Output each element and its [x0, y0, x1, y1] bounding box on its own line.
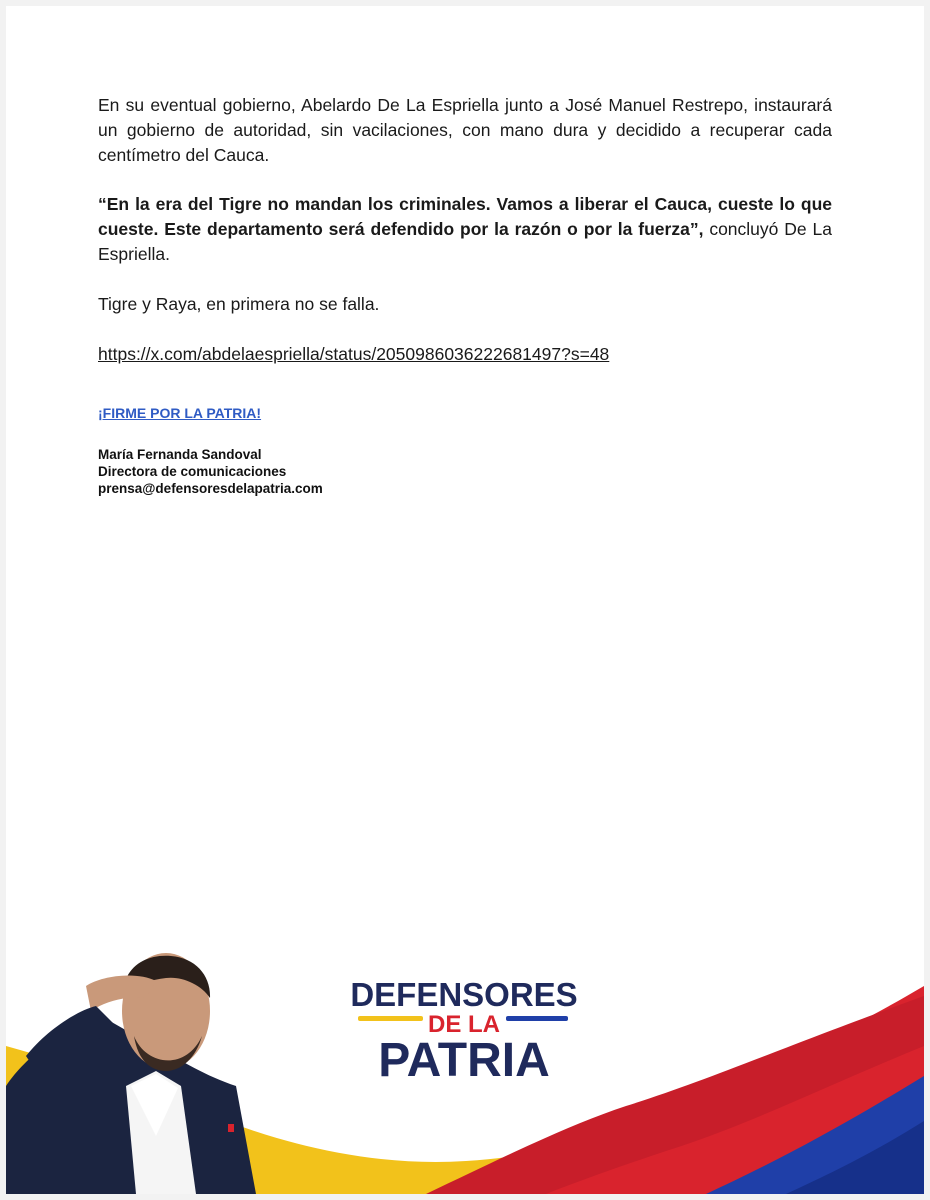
quote-bold-text: “En la era del Tigre no mandan los criminales. Vamos a liberar el Cauca, cueste lo que cueste. Este departamento será defendido por la razón o por la fuerza”, — [98, 194, 832, 239]
logo-line-3: PATRIA — [378, 1034, 550, 1087]
saluting-figure-image — [6, 953, 256, 1194]
status-link[interactable]: https://x.com/abdelaespriella/status/2050986036222681497?s=48 — [98, 344, 610, 364]
logo-blue-stripe — [506, 1016, 568, 1021]
signature-name: María Fernanda Sandoval — [98, 447, 262, 462]
signature-title: Directora de comunicaciones — [98, 464, 287, 479]
signature-email: prensa@defensoresdelapatria.com — [98, 481, 323, 496]
logo-line-1: DEFENSORES — [350, 976, 578, 1013]
logo-yellow-stripe — [358, 1016, 423, 1021]
quote-tail-text: concluyó De La Espriella. — [98, 219, 832, 264]
document-page — [6, 6, 924, 1194]
firme-por-la-patria-link[interactable]: ¡FIRME POR LA PATRIA! — [98, 405, 262, 421]
paragraph-government: En su eventual gobierno, Abelardo De La Espriella junto a José Manuel Restrepo, instaurará un gobierno de autoridad, sin vacilaciones, con mano dura y decidido a recuperar cada centímetro del Cauca. — [98, 95, 832, 165]
paragraph-link — [98, 342, 832, 367]
logo-line-2: DE LA — [428, 1011, 500, 1038]
signature-block — [98, 446, 323, 497]
paragraph-slogan: Tigre y Raya, en primera no se falla. — [98, 294, 380, 314]
defensores-logo — [350, 976, 577, 1087]
footer-banner — [6, 936, 924, 1194]
paragraph-quote — [98, 192, 832, 267]
